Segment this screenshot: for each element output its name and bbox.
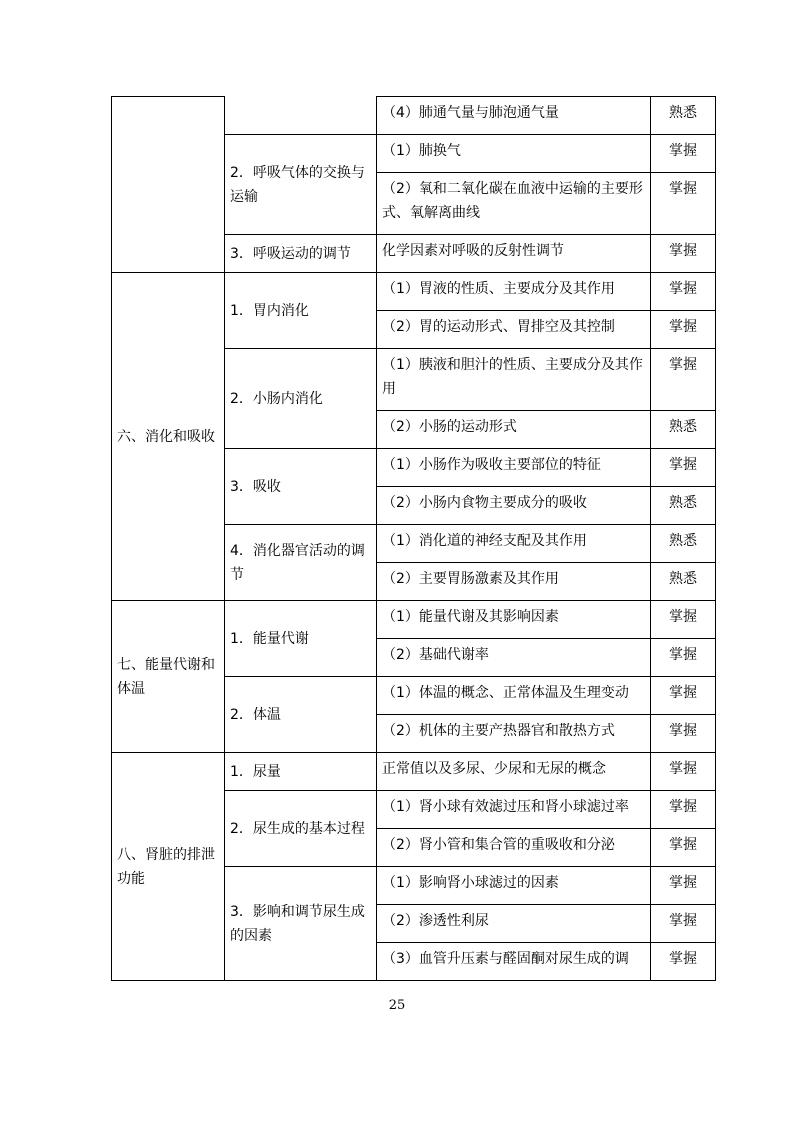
content-cell: （4）肺通气量与肺泡通气量 — [377, 97, 651, 135]
syllabus-table-body — [112, 97, 716, 981]
content-cell: （2）氧和二氧化碳在血液中运输的主要形式、氧解离曲线 — [377, 173, 651, 235]
topic-cell: 3．影响和调节尿生成的因素 — [225, 867, 377, 981]
level-cell: 熟悉 — [651, 487, 716, 525]
topic-cell — [225, 97, 377, 135]
level-cell: 掌握 — [651, 273, 716, 311]
table-row — [112, 97, 716, 135]
topic-cell: 2．尿生成的基本过程 — [225, 791, 377, 867]
content-cell: （1）肾小球有效滤过压和肾小球滤过率 — [377, 791, 651, 829]
content-cell: （1）胰液和胆汁的性质、主要成分及其作用 — [377, 349, 651, 411]
topic-cell: 1．胃内消化 — [225, 273, 377, 349]
level-cell: 掌握 — [651, 311, 716, 349]
level-cell: 掌握 — [651, 753, 716, 791]
content-cell: （1）影响肾小球滤过的因素 — [377, 867, 651, 905]
level-cell: 掌握 — [651, 905, 716, 943]
content-cell: （2）小肠内食物主要成分的吸收 — [377, 487, 651, 525]
section-title-cell: 八、肾脏的排泄功能 — [112, 753, 225, 981]
topic-cell: 2．体温 — [225, 677, 377, 753]
content-cell: （2）渗透性利尿 — [377, 905, 651, 943]
level-cell: 掌握 — [651, 449, 716, 487]
content-cell: （2）胃的运动形式、胃排空及其控制 — [377, 311, 651, 349]
level-cell: 掌握 — [651, 601, 716, 639]
content-cell: （2）机体的主要产热器官和散热方式 — [377, 715, 651, 753]
content-cell: （1）消化道的神经支配及其作用 — [377, 525, 651, 563]
content-cell: （1）能量代谢及其影响因素 — [377, 601, 651, 639]
table-row — [112, 273, 716, 311]
level-cell: 掌握 — [651, 829, 716, 867]
topic-cell: 3．吸收 — [225, 449, 377, 525]
topic-cell: 1．尿量 — [225, 753, 377, 791]
level-cell: 掌握 — [651, 173, 716, 235]
topic-cell: 4．消化器官活动的调节 — [225, 525, 377, 601]
content-cell: （2）主要胃肠激素及其作用 — [377, 563, 651, 601]
level-cell: 掌握 — [651, 135, 716, 173]
content-cell: 正常值以及多尿、少尿和无尿的概念 — [377, 753, 651, 791]
level-cell: 掌握 — [651, 943, 716, 981]
content-cell: （2）小肠的运动形式 — [377, 411, 651, 449]
level-cell: 熟悉 — [651, 563, 716, 601]
level-cell: 熟悉 — [651, 97, 716, 135]
syllabus-table — [111, 96, 716, 981]
content-cell: （2）肾小管和集合管的重吸收和分泌 — [377, 829, 651, 867]
section-title-cell — [112, 97, 225, 273]
content-cell: （2）基础代谢率 — [377, 639, 651, 677]
content-cell: （1）肺换气 — [377, 135, 651, 173]
level-cell: 掌握 — [651, 677, 716, 715]
section-title-cell: 六、消化和吸收 — [112, 273, 225, 601]
level-cell: 熟悉 — [651, 411, 716, 449]
table-row — [112, 601, 716, 639]
level-cell: 掌握 — [651, 715, 716, 753]
table-row — [112, 753, 716, 791]
content-cell: （1）体温的概念、正常体温及生理变动 — [377, 677, 651, 715]
topic-cell: 1．能量代谢 — [225, 601, 377, 677]
level-cell: 掌握 — [651, 867, 716, 905]
section-title-cell: 七、能量代谢和体温 — [112, 601, 225, 753]
level-cell: 熟悉 — [651, 525, 716, 563]
level-cell: 掌握 — [651, 349, 716, 411]
content-cell: （3）血管升压素与醛固酮对尿生成的调 — [377, 943, 651, 981]
level-cell: 掌握 — [651, 639, 716, 677]
topic-cell: 2．呼吸气体的交换与运输 — [225, 135, 377, 235]
level-cell: 掌握 — [651, 235, 716, 273]
content-cell: （1）胃液的性质、主要成分及其作用 — [377, 273, 651, 311]
topic-cell: 2．小肠内消化 — [225, 349, 377, 449]
content-cell: 化学因素对呼吸的反射性调节 — [377, 235, 651, 273]
level-cell: 掌握 — [651, 791, 716, 829]
page-number: 25 — [388, 998, 406, 1013]
content-cell: （1）小肠作为吸收主要部位的特征 — [377, 449, 651, 487]
topic-cell: 3．呼吸运动的调节 — [225, 235, 377, 273]
